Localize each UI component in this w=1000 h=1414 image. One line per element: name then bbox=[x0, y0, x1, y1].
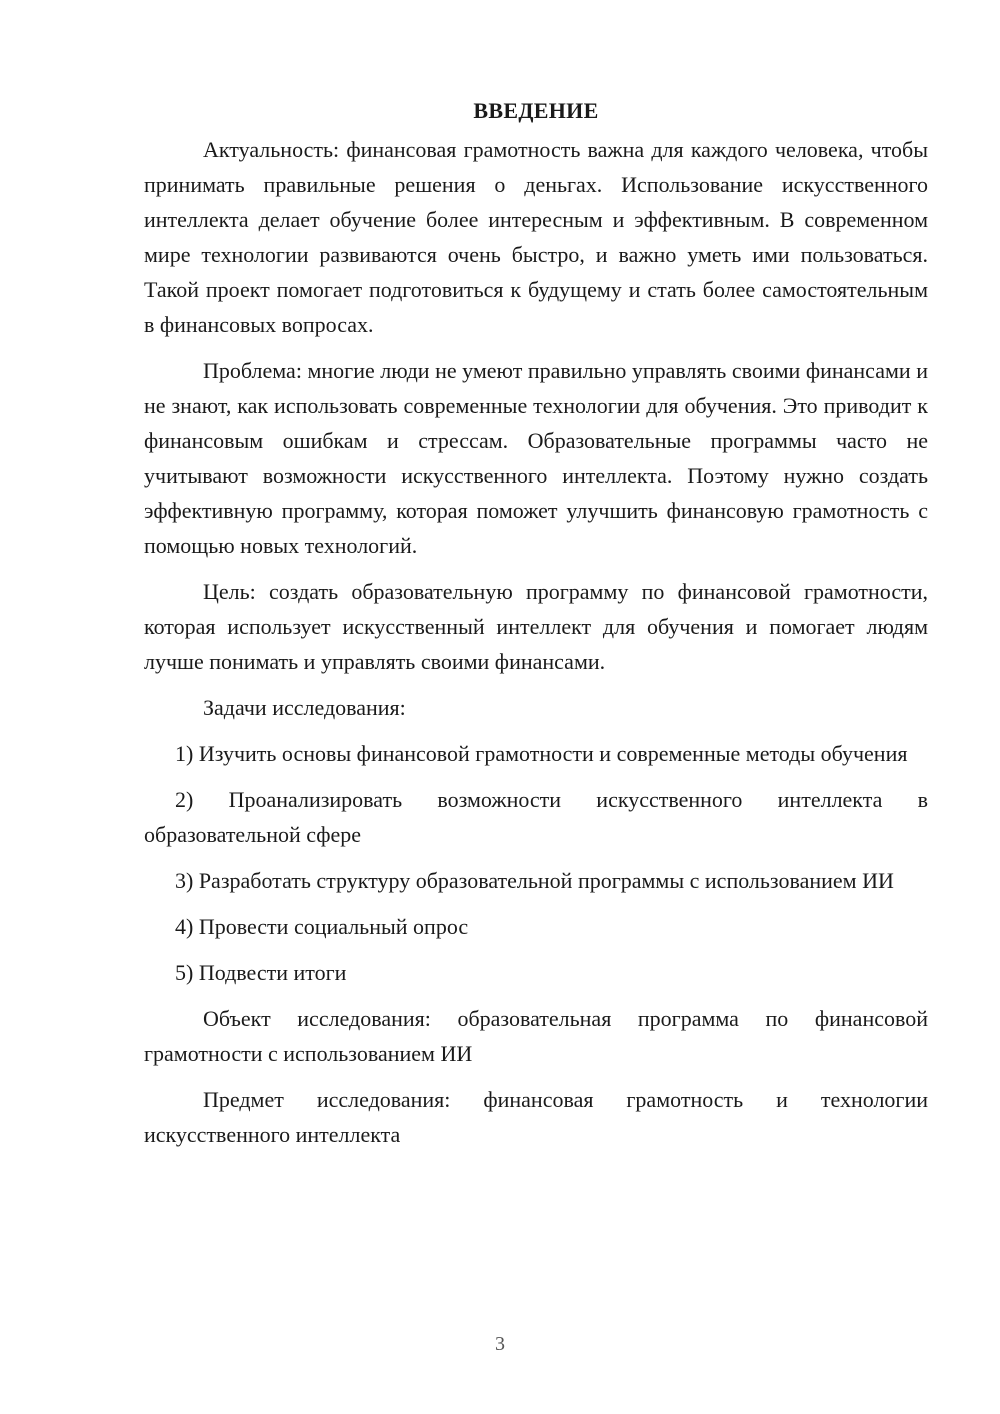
document-page bbox=[144, 96, 928, 1163]
task-item-4: 4) Провести социальный опрос bbox=[175, 914, 469, 939]
problem-paragraph: Проблема: многие люди не умеют правильно управлять своими финансами и не знают, как использовать современные технологии для обучения. Это приводит к финансовым ошибкам и стрессам. Образовательные программы часто не учитывают возможности искусственного интеллекта. Поэтому нужно создать эффективную программу, которая поможет улучшить финансовую грамотность с помощью новых технологий. bbox=[144, 358, 928, 558]
goal-paragraph: Цель: создать образовательную программу по финансовой грамотности, которая использует искусственный интеллект для обучения и помогает людям лучше понимать и управлять своими финансами. bbox=[144, 579, 928, 674]
tasks-heading: Задачи исследования: bbox=[203, 695, 406, 720]
task-item-5: 5) Подвести итоги bbox=[175, 960, 347, 985]
task-item-3: 3) Разработать структуру образовательной программы с использованием ИИ bbox=[175, 868, 894, 893]
task-item-2: 2) Проанализировать возможности искусственного интеллекта в образовательной сфере bbox=[144, 787, 928, 847]
subject-paragraph: Предмет исследования: финансовая грамотность и технологии искусственного интеллекта bbox=[144, 1087, 928, 1147]
page-title: ВВЕДЕНИЕ bbox=[473, 98, 599, 123]
task-item-1: 1) Изучить основы финансовой грамотности и современные методы обучения bbox=[175, 741, 908, 766]
relevance-paragraph: Актуальность: финансовая грамотность важна для каждого человека, чтобы принимать правильные решения о деньгах. Использование искусственного интеллекта делает обучение более интересным и эффективным. В современном мире технологии развиваются очень быстро, и важно уметь ими пользоваться. Такой проект помогает подготовиться к будущему и стать более самостоятельным в финансовых вопросах. bbox=[144, 137, 928, 337]
tasks-list bbox=[144, 736, 928, 990]
object-paragraph: Объект исследования: образовательная программа по финансовой грамотности с использованием ИИ bbox=[144, 1006, 928, 1066]
page-number: 3 bbox=[495, 1333, 505, 1355]
